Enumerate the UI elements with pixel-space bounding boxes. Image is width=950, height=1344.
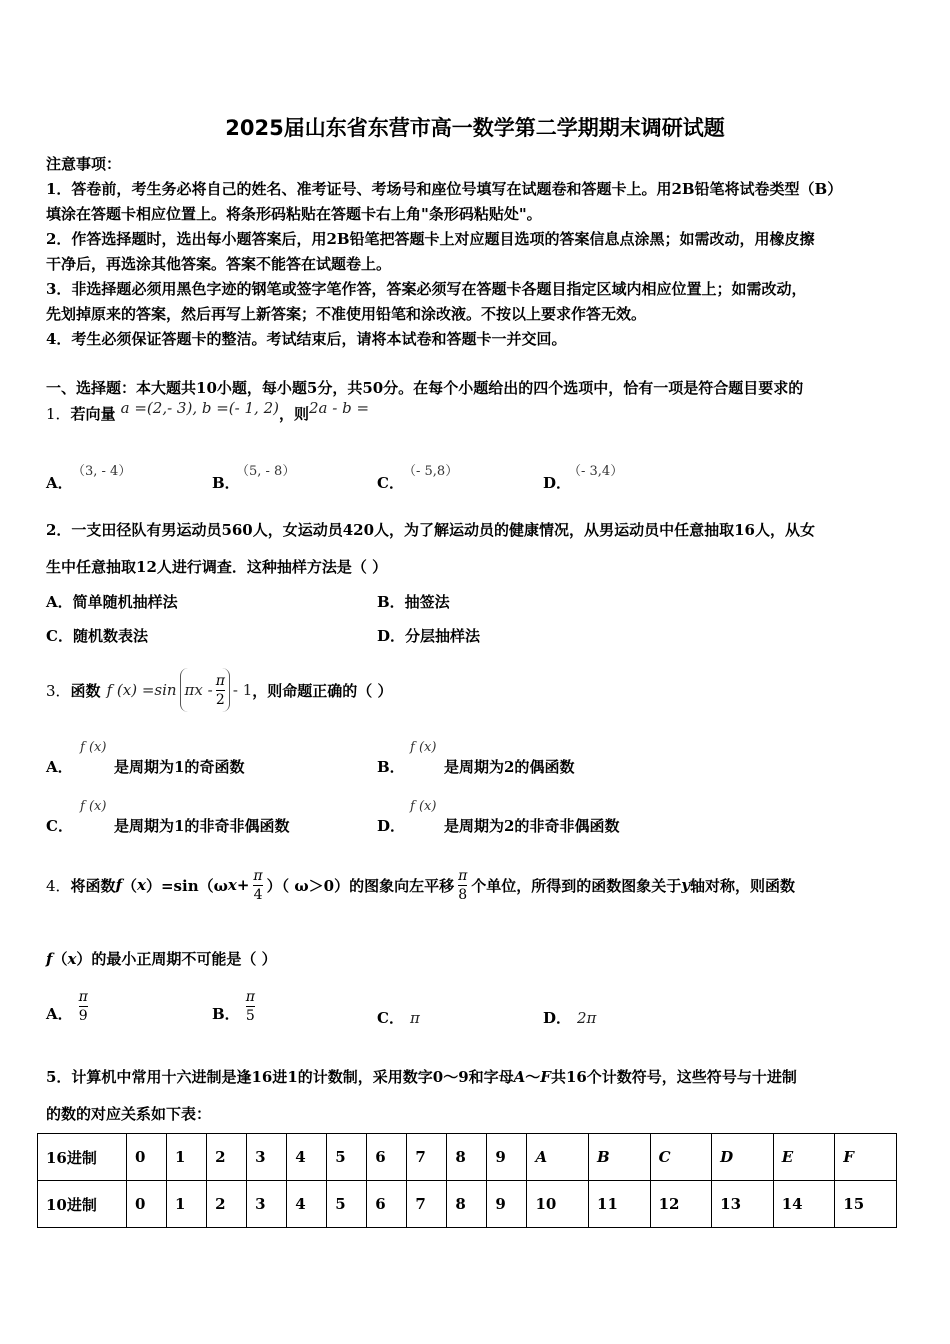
q3-option-d: 是周期为2的非奇非偶函数: [444, 817, 620, 835]
q4-option-c-value: π: [409, 1009, 420, 1027]
q3-option-b-fx: f (x): [410, 740, 437, 755]
question-4: [46, 862, 795, 908]
q4-line2-b: ）的最小正周期不可能是（ ）: [76, 950, 277, 968]
table-cell: 7: [407, 1181, 447, 1228]
q3-option-d-fx: f (x): [410, 799, 437, 814]
q3-post: ，则命题正确的（ ）: [252, 681, 393, 700]
q3-option-c-fx: f (x): [80, 799, 107, 814]
q1-mid: ，则: [278, 405, 309, 423]
note-4: 4．考生必须保证答题卡的整洁。考试结束后，请将本试卷和答题卡一并交回。: [46, 330, 567, 348]
q4-option-a: [46, 984, 88, 1028]
q4-option-d-label: D．: [543, 1009, 572, 1027]
q4-line2-x: x: [67, 950, 77, 968]
table-cell: 2: [207, 1134, 247, 1181]
q5-line1b: 共16个计数符号，这些符号与十进制: [550, 1068, 797, 1086]
q4-option-a-label: A．: [46, 1004, 73, 1023]
table-cell: 0: [127, 1134, 167, 1181]
q4-line2: [46, 948, 277, 969]
question-3: [46, 664, 393, 716]
q4-option-a-frac: [79, 988, 88, 1025]
q4-option-d: [543, 1007, 596, 1028]
q1-number: 1．: [46, 405, 71, 423]
q2-option-c: C．随机数表法: [46, 627, 148, 645]
q1-option-d: （- 3,4）: [568, 464, 624, 479]
q4-fraction-2: [458, 867, 467, 904]
table-cell: E: [773, 1134, 835, 1181]
note-2a: 2．作答选择题时，选出每小题答案后，用2B铅笔把答题卡上对应题目选项的答案信息点涂黑；如需改动，用橡皮擦: [46, 230, 815, 248]
q4-option-c-label: C．: [377, 1009, 404, 1027]
q4-p4: +: [236, 876, 250, 894]
q3-option-b: 是周期为2的偶函数: [444, 758, 575, 776]
q4-p2: （: [122, 876, 138, 895]
table-cell: B: [589, 1134, 651, 1181]
table-row: [38, 1181, 897, 1228]
q4-pi-1: π: [253, 867, 263, 884]
q2-line1: 2．一支田径队有男运动员560人，女运动员420人，为了解运动员的健康情况，从男运动员中任意抽取16人，从女: [46, 521, 815, 539]
q3-option-d-label: D．: [377, 817, 406, 835]
q4-f: f: [115, 876, 123, 894]
table-row-label: 16进制: [38, 1134, 127, 1181]
q1-option-c: （- 5,8）: [403, 464, 459, 479]
q3-number: 3．: [46, 681, 71, 700]
table-cell: 9: [487, 1134, 527, 1181]
q4-line2-f: f: [46, 950, 53, 968]
q1-option-c-label: C．: [377, 474, 404, 492]
note-2b: 干净后，再选涂其他答案。答案不能答在试题卷上。: [46, 255, 392, 273]
q5-letter-a: A: [513, 1068, 526, 1086]
table-cell: 0: [127, 1181, 167, 1228]
q3-expr-b: πx -: [184, 681, 213, 699]
q4-option-b-frac: [246, 988, 255, 1025]
q3-pre: 函数: [70, 681, 101, 700]
table-cell: 8: [447, 1134, 487, 1181]
q4-option-a-den: 9: [78, 1007, 88, 1024]
table-cell: 8: [447, 1181, 487, 1228]
q3-option-a-fx: f (x): [80, 740, 107, 755]
q4-option-b-pi: π: [245, 988, 255, 1005]
table-cell: 14: [773, 1181, 835, 1228]
q3-option-b-label: B．: [377, 758, 405, 776]
table-cell: 6: [367, 1181, 407, 1228]
q4-p3: ）=sin（ω: [145, 876, 228, 895]
table-cell: 10: [527, 1181, 589, 1228]
q1-option-b: （5, - 8）: [236, 464, 296, 479]
table-cell: D: [712, 1134, 774, 1181]
q3-two: 2: [215, 691, 225, 708]
q1-option-a: （3, - 4）: [72, 464, 132, 479]
q3-pi: π: [215, 672, 225, 689]
q5-line1: [46, 1066, 797, 1087]
q1-pre: 若向量: [70, 405, 116, 423]
q4-p5: ）（ ω＞0）的图象向左平移: [266, 876, 455, 895]
table-cell: 6: [367, 1134, 407, 1181]
table-cell: 5: [327, 1134, 367, 1181]
notes-heading: 注意事项：: [46, 155, 122, 173]
q1-option-a-label: A．: [46, 474, 73, 492]
q2-option-a: A．简单随机抽样法: [46, 593, 178, 611]
question-1: [46, 399, 370, 424]
q1-option-b-label: B．: [212, 474, 240, 492]
q4-p6: 个单位，所得到的函数图象关于: [471, 876, 682, 895]
q4-pi-2: π: [458, 867, 468, 884]
table-row: [38, 1134, 897, 1181]
q2-option-b: B．抽签法: [377, 593, 450, 611]
q5-letter-f: F: [540, 1068, 551, 1086]
q4-line2-a: （: [52, 950, 68, 968]
q4-fraction-1: [253, 867, 262, 904]
q3-option-c: 是周期为1的非奇非偶函数: [114, 817, 290, 835]
table-cell: 1: [167, 1181, 207, 1228]
q1-vectors: a =(2,- 3), b =(- 1, 2): [120, 399, 279, 417]
table-cell: F: [835, 1134, 897, 1181]
q4-y: y: [681, 876, 691, 894]
q4-x2: x: [227, 876, 237, 894]
table-cell: 11: [589, 1181, 651, 1228]
table-cell: A: [527, 1134, 589, 1181]
table-row-label: 10进制: [38, 1181, 127, 1228]
q3-option-c-label: C．: [46, 817, 73, 835]
table-cell: 9: [487, 1181, 527, 1228]
q4-x: x: [137, 876, 146, 894]
q3-expr-c: - 1: [232, 681, 253, 699]
q3-fraction: [216, 672, 225, 709]
q1-expression: 2a - b =: [309, 399, 370, 417]
table-cell: 12: [650, 1181, 712, 1228]
q2-option-d: D．分层抽样法: [377, 627, 481, 645]
q2-line2: 生中任意抽取12人进行调查．这种抽样方法是（ ）: [46, 558, 388, 576]
q4-option-b-label: B．: [212, 1004, 240, 1023]
note-1a: 1．答卷前，考生务必将自己的姓名、准考证号、考场号和座位号填写在试题卷和答题卡上。用2B铅笔将试卷类型（B）: [46, 180, 843, 198]
q4-option-a-pi: π: [78, 988, 88, 1005]
table-cell: 7: [407, 1134, 447, 1181]
q4-option-d-value: 2π: [577, 1009, 597, 1027]
q4-number: 4．: [46, 876, 71, 895]
table-cell: 4: [287, 1181, 327, 1228]
table-cell: C: [650, 1134, 712, 1181]
table-cell: 13: [712, 1181, 774, 1228]
q3-paren: [180, 668, 230, 712]
table-cell: 3: [247, 1181, 287, 1228]
note-3a: 3．非选择题必须用黑色字迹的钢笔或签字笔作答，答案必须写在答题卡各题目指定区域内相应位置上；如需改动，: [46, 280, 807, 298]
q3-option-a: 是周期为1的奇函数: [114, 758, 245, 776]
q5-line2: 的数的对应关系如下表：: [46, 1105, 212, 1123]
page-title: 2025届山东省东营市高一数学第二学期期末调研试题: [225, 116, 725, 140]
hex-table: [37, 1133, 897, 1228]
table-cell: 15: [835, 1181, 897, 1228]
q4-p1: 将函数: [70, 876, 116, 895]
note-1b: 填涂在答题卡相应位置上。将条形码粘贴在答题卡右上角"条形码粘贴处"。: [46, 205, 542, 223]
q4-option-b: [212, 984, 255, 1028]
q3-option-a-label: A．: [46, 758, 73, 776]
section-heading: 一、选择题：本大题共10小题，每小题5分，共50分。在每个小题给出的四个选项中，恰有一项是符合题目要求的: [46, 379, 804, 397]
note-3b: 先划掉原来的答案，然后再写上新答案；不准使用铅笔和涂改液。不按以上要求作答无效。: [46, 305, 647, 323]
table-cell: 4: [287, 1134, 327, 1181]
table-cell: 1: [167, 1134, 207, 1181]
q4-p7: 轴对称，则函数: [690, 876, 796, 895]
table-cell: 5: [327, 1181, 367, 1228]
q5-line1a: 5．计算机中常用十六进制是逢16进1的计数制，采用数字0～9和字母: [46, 1068, 514, 1086]
q4-four: 4: [253, 886, 263, 903]
table-cell: 3: [247, 1134, 287, 1181]
q3-expr-a: f (x) =sin: [106, 681, 177, 699]
q4-eight: 8: [458, 886, 468, 903]
table-cell: 2: [207, 1181, 247, 1228]
q4-option-b-den: 5: [245, 1007, 255, 1024]
q4-option-c: [377, 1007, 420, 1028]
q5-tilde: ～: [525, 1068, 541, 1086]
q1-option-d-label: D．: [543, 474, 572, 492]
